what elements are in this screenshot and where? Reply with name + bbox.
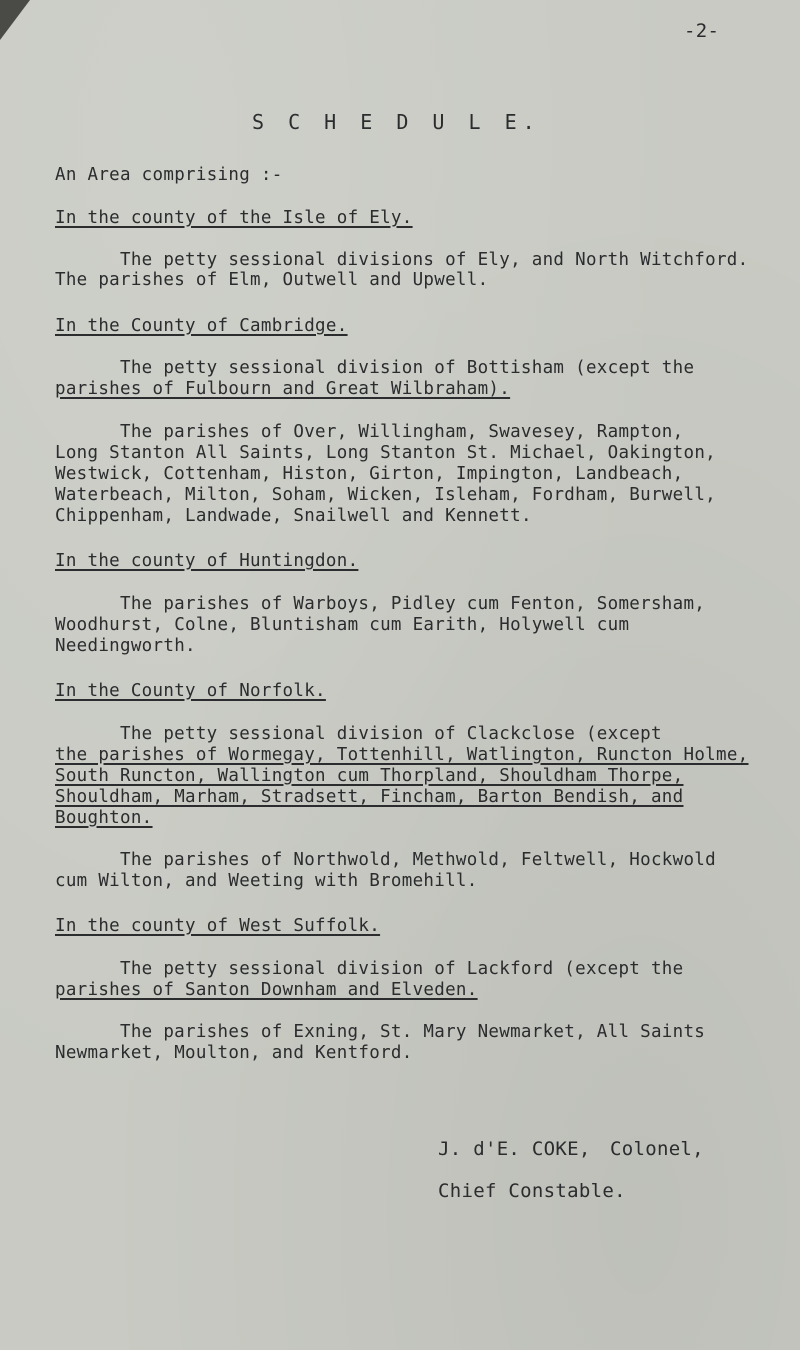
intro-line: An Area comprising :- bbox=[55, 165, 283, 185]
cambridge-p1-line-1: The petty sessional division of Bottisham (except the bbox=[120, 358, 695, 378]
suffolk-p1-line-2: parishes of Santon Downham and Elveden. bbox=[55, 980, 478, 1000]
signature-name: J. d'E. COKE, bbox=[438, 1138, 591, 1160]
cambridge-p2-line-3: Westwick, Cottenham, Histon, Girton, Impington, Landbeach, bbox=[55, 464, 684, 484]
huntingdon-line-1: The parishes of Warboys, Pidley cum Fenton, Somersham, bbox=[120, 594, 706, 614]
suffolk-p1-line-1: The petty sessional division of Lackford (except the bbox=[120, 959, 684, 979]
cambridge-p2-line-4: Waterbeach, Milton, Soham, Wicken, Isleham, Fordham, Burwell, bbox=[55, 485, 716, 505]
norfolk-p2-line-2: cum Wilton, and Weeting with Bromehill. bbox=[55, 871, 478, 891]
cambridge-p2-line-5: Chippenham, Landwade, Snailwell and Kennett. bbox=[55, 506, 532, 526]
norfolk-p2-line-1: The parishes of Northwold, Methwold, Feltwell, Hockwold bbox=[120, 850, 716, 870]
huntingdon-line-3: Needingworth. bbox=[55, 636, 196, 656]
ely-line-1: The petty sessional divisions of Ely, and North Witchford. bbox=[120, 250, 749, 270]
section-heading-west-suffolk: In the county of West Suffolk. bbox=[55, 916, 381, 936]
section-heading-norfolk: In the County of Norfolk. bbox=[55, 681, 326, 701]
norfolk-p1-line-4: Shouldham, Marham, Stradsett, Fincham, Barton Bendish, and bbox=[55, 787, 684, 807]
section-heading-huntingdon: In the county of Huntingdon. bbox=[55, 551, 359, 571]
norfolk-p1-line-3: South Runcton, Wallington cum Thorpland, Shouldham Thorpe, bbox=[55, 766, 684, 786]
cambridge-p1-line-2: parishes of Fulbourn and Great Wilbraham). bbox=[55, 379, 511, 399]
section-heading-ely: In the county of the Isle of Ely. bbox=[55, 208, 413, 228]
huntingdon-line-2: Woodhurst, Colne, Bluntisham cum Earith, Holywell cum bbox=[55, 615, 630, 635]
norfolk-p1-line-1: The petty sessional division of Clackclose (except bbox=[120, 724, 662, 744]
norfolk-p1-line-5: Boughton. bbox=[55, 808, 153, 828]
punch-mark bbox=[0, 0, 30, 40]
signature-rank: Colonel, bbox=[610, 1138, 704, 1160]
page-title: S C H E D U L E. bbox=[252, 110, 541, 134]
page-number: -2- bbox=[684, 20, 720, 42]
signature-title: Chief Constable. bbox=[438, 1180, 626, 1202]
cambridge-p2-line-2: Long Stanton All Saints, Long Stanton St. Michael, Oakington, bbox=[55, 443, 716, 463]
suffolk-p2-line-1: The parishes of Exning, St. Mary Newmarket, All Saints bbox=[120, 1022, 706, 1042]
section-heading-cambridge: In the County of Cambridge. bbox=[55, 316, 348, 336]
ely-line-2: The parishes of Elm, Outwell and Upwell. bbox=[55, 270, 489, 290]
cambridge-p2-line-1: The parishes of Over, Willingham, Swavesey, Rampton, bbox=[120, 422, 684, 442]
suffolk-p2-line-2: Newmarket, Moulton, and Kentford. bbox=[55, 1043, 413, 1063]
norfolk-p1-line-2: the parishes of Wormegay, Tottenhill, Watlington, Runcton Holme, bbox=[55, 745, 749, 765]
